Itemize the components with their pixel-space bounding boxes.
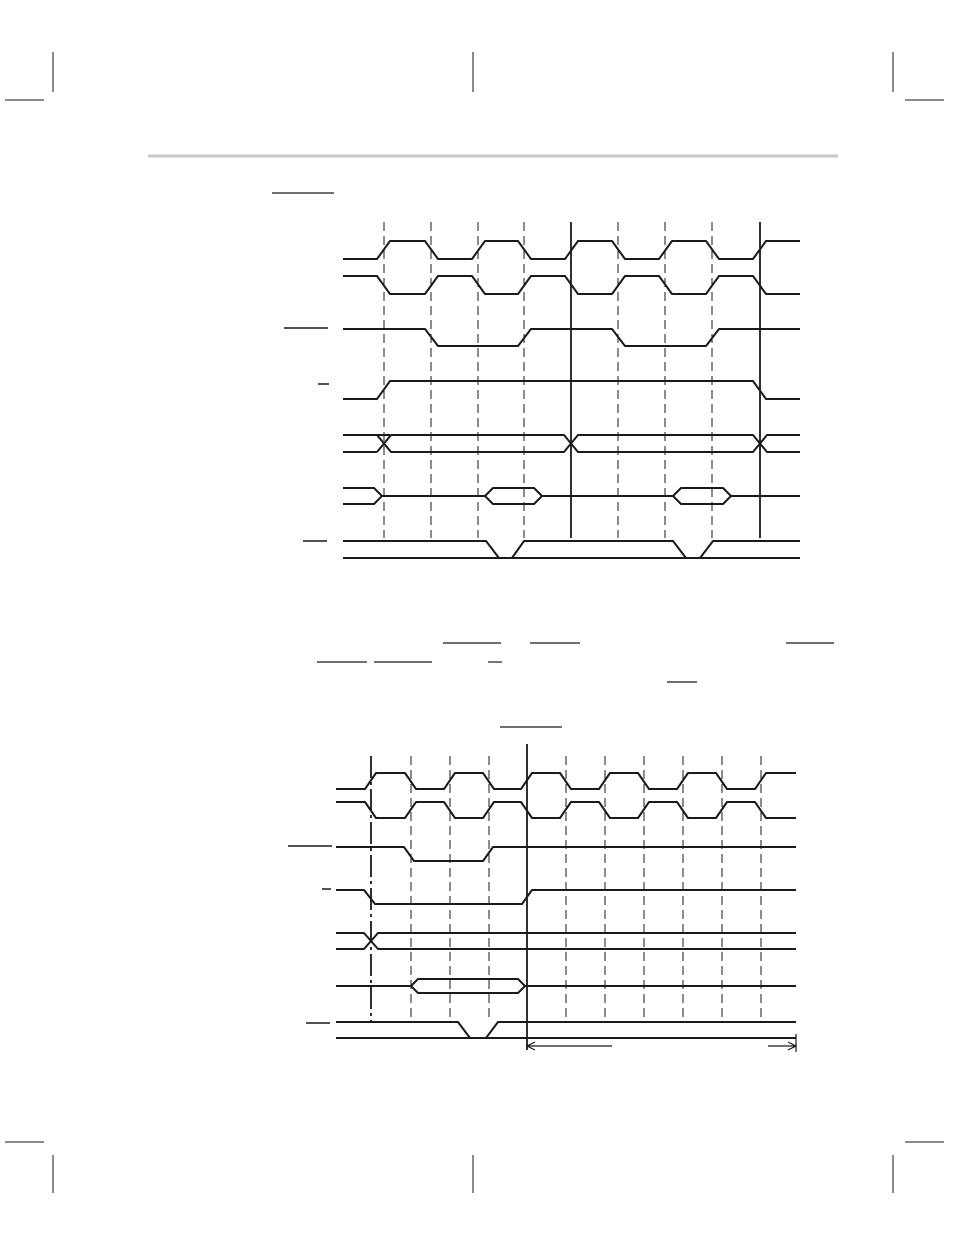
strobe2-waveform (336, 1022, 796, 1038)
timing-diagram-2 (288, 744, 796, 1052)
timing-diagram-1 (284, 222, 800, 558)
strobe-waveform (343, 541, 800, 558)
bus2-b-valid (411, 979, 525, 993)
bus-b-valid-1 (485, 488, 542, 504)
interval-arrow (527, 1034, 796, 1052)
overline-marks (272, 193, 834, 727)
bus-b-valid-2 (673, 488, 731, 504)
crop-marks (5, 52, 944, 1193)
bus-b-lead (343, 488, 382, 504)
